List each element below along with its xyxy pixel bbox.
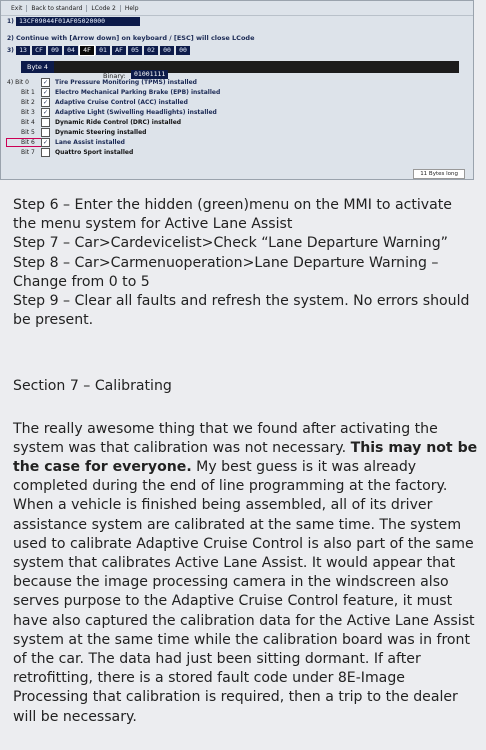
bit-number: Bit 2 bbox=[21, 98, 35, 106]
byte-detail-bar bbox=[21, 61, 459, 73]
bit-row bbox=[7, 127, 447, 137]
bit-number: Bit 5 bbox=[21, 128, 35, 136]
menu-help[interactable]: Help bbox=[124, 4, 139, 12]
bit-list bbox=[7, 77, 447, 157]
byte-cell[interactable]: 04 bbox=[64, 46, 78, 55]
byte-cell[interactable]: 01 bbox=[96, 46, 110, 55]
step2-row bbox=[7, 34, 254, 42]
byte-cell[interactable]: 00 bbox=[160, 46, 174, 55]
bit-row bbox=[7, 97, 447, 107]
step-9: Step 9 – Clear all faults and refresh the system. No errors should be present. bbox=[13, 293, 470, 329]
menu-lcode-2[interactable]: LCode 2 bbox=[87, 5, 120, 12]
bit-checkbox[interactable] bbox=[41, 118, 50, 127]
bit-label: Dynamic Steering installed bbox=[55, 128, 147, 136]
bit-label: Dynamic Ride Control (DRC) installed bbox=[55, 118, 182, 126]
bit-label: Lane Assist installed bbox=[55, 138, 125, 146]
byte-length-status: 11 Bytes long bbox=[413, 169, 465, 179]
bit-label: Electro Mechanical Parking Brake (EPB) installed bbox=[55, 88, 221, 96]
byte-tab[interactable]: Byte 4 bbox=[21, 61, 54, 73]
row-number: 3) bbox=[7, 47, 14, 54]
bit-number: Bit 7 bbox=[21, 148, 35, 156]
byte-cell[interactable]: CF bbox=[32, 46, 46, 55]
bit-label: Quattro Sport installed bbox=[55, 148, 134, 156]
paragraph-text: The really awesome thing that we found after activating the system was that calibration was not necessary. bbox=[13, 420, 438, 456]
binary-label: Binary: bbox=[103, 72, 126, 80]
bit-label: Tire Pressure Monitoring (TPMS) installed bbox=[55, 78, 197, 86]
paragraph-text: My best guess is it was already completed during the end of line programming at the factory. When a vehicle is finished being assembled, all of its driver assistance system are calibrated at the same time. The system used to calibrate Adaptive Cruise Control is also part of the same system that calibrates Active Lane Assist. It would appear that because the image processing camera in the windscreen also serves purpose to the Adaptive Cruise Control feature, it must have also captured the calibration data for the Active Lane Assist system at the same time while the calibration board was in front of the car. The data had just been sitting dormant. If after retrofitting, there is a stored fault code under 8E-Image Processing that calibration is required, then a trip to the dealer will be necessary. bbox=[13, 459, 475, 725]
bit-number-label: Bit 0 bbox=[15, 78, 29, 86]
bit-row bbox=[7, 87, 447, 97]
bit-row bbox=[7, 137, 447, 147]
step-8: Step 8 – Car>Carmenuoperation>Lane Departure Warning – Change from 0 to 5 bbox=[13, 254, 439, 290]
byte-cell[interactable]: 13 bbox=[16, 46, 30, 55]
bit-label: Adaptive Light (Swivelling Headlights) installed bbox=[55, 108, 217, 116]
byte-cell[interactable]: 02 bbox=[144, 46, 158, 55]
menu-back-to-standard[interactable]: Back to standard bbox=[27, 5, 87, 12]
bit-checkbox[interactable]: ✓ bbox=[42, 88, 49, 96]
bit-checkbox[interactable] bbox=[41, 128, 50, 137]
bit-checkbox[interactable]: ✓ bbox=[42, 108, 49, 116]
menu-bar bbox=[1, 1, 473, 16]
row-number: 1) bbox=[7, 18, 14, 25]
byte-cell[interactable]: 00 bbox=[176, 46, 190, 55]
menu-exit[interactable]: Exit bbox=[7, 5, 27, 12]
bit-number: Bit 1 bbox=[21, 88, 35, 96]
bit-number: Bit 4 bbox=[21, 118, 35, 126]
bit-row bbox=[7, 147, 447, 157]
byte-cell[interactable]: AF bbox=[112, 46, 126, 55]
calibration-paragraph bbox=[13, 420, 479, 727]
bit-row bbox=[7, 77, 447, 87]
bit-checkbox[interactable]: ✓ bbox=[42, 78, 49, 86]
step1-row bbox=[7, 17, 140, 26]
bit-label: Adaptive Cruise Control (ACC) installed bbox=[55, 98, 188, 106]
byte-cell-selected[interactable]: 4F bbox=[80, 46, 94, 55]
bit-checkbox[interactable] bbox=[41, 148, 50, 157]
bit-number bbox=[7, 79, 41, 86]
binary-value: 01001111 bbox=[131, 70, 168, 79]
row-number: 4) bbox=[7, 78, 14, 86]
paragraph-bold: This may not be the case for everyone. bbox=[13, 439, 478, 476]
step3-row bbox=[7, 46, 190, 55]
section-title: Section 7 – Calibrating bbox=[13, 378, 172, 395]
step-6: Step 6 – Enter the hidden (green)menu on the MMI to activate the menu system for Active Lane Assist bbox=[13, 197, 452, 233]
byte-cell[interactable]: 09 bbox=[48, 46, 62, 55]
document-body bbox=[13, 196, 479, 727]
row-number: 2) bbox=[7, 34, 14, 42]
step-7: Step 7 – Car>Cardevicelist>Check “Lane Departure Warning” bbox=[13, 235, 448, 252]
lcode-field[interactable]: 13CF09044F01AF05020000 bbox=[16, 17, 140, 26]
lcode-tool-screenshot bbox=[0, 0, 474, 180]
bit-number: Bit 6 bbox=[7, 139, 41, 146]
bit-row bbox=[7, 117, 447, 127]
bit-number: Bit 3 bbox=[21, 108, 35, 116]
keyboard-hint: Continue with [Arrow down] on keyboard / [ESC] will close LCode bbox=[16, 34, 255, 42]
byte-strip bbox=[16, 46, 190, 55]
bit-checkbox[interactable]: ✓ bbox=[42, 138, 49, 146]
bit-row bbox=[7, 107, 447, 117]
byte-cell[interactable]: 05 bbox=[128, 46, 142, 55]
bit-checkbox[interactable]: ✓ bbox=[42, 98, 49, 106]
